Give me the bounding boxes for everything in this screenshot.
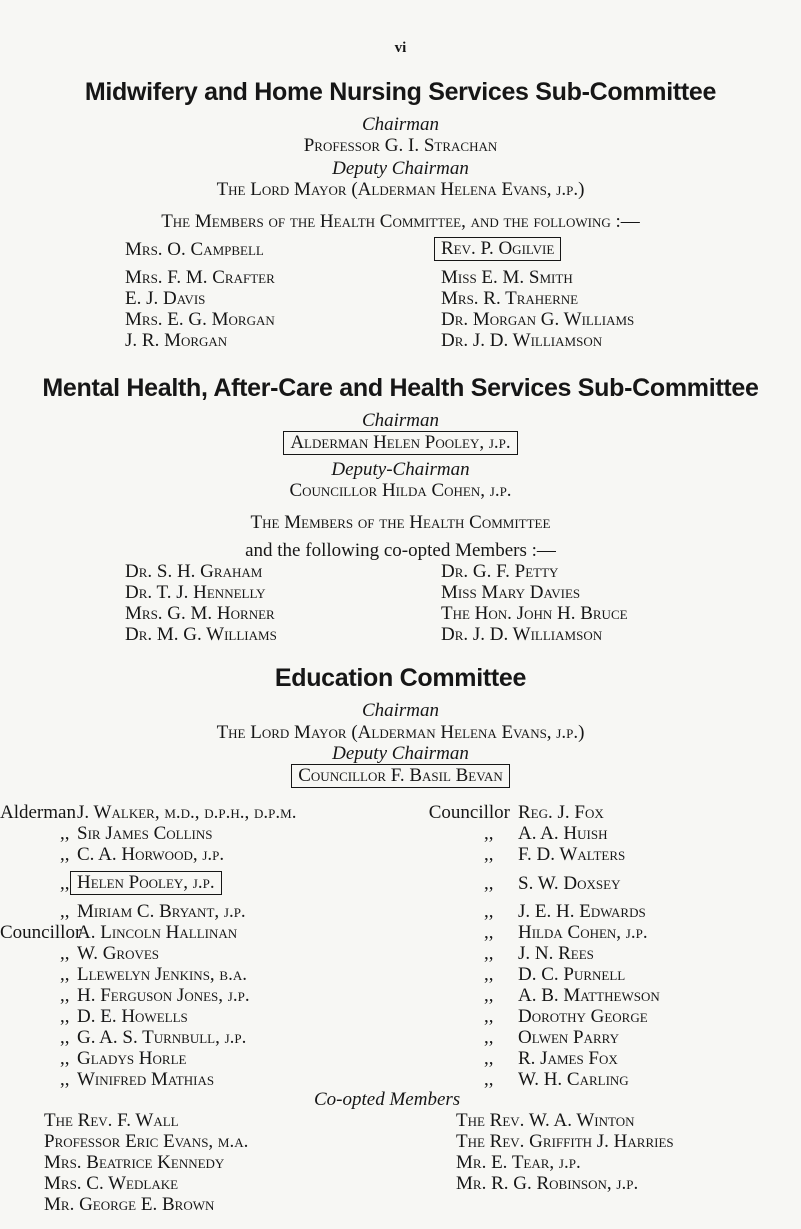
midwifery-member-right: Dr. Morgan G. Williams [441,309,635,330]
member-name: Olwen Parry [518,1027,620,1048]
member-name: Sir James Collins [77,823,213,844]
member-title: ,, [484,1048,494,1069]
midwifery-member-right: Miss E. M. Smith [441,267,573,288]
member-title: ,, [484,823,494,844]
education-chairman-label: Chairman [361,700,440,721]
midwifery-member-left: E. J. Davis [125,288,206,309]
coopted-member-left: Mrs. Beatrice Kennedy [44,1152,225,1173]
mental-health-member-right: Miss Mary Davies [441,582,581,603]
coopted-member-right: Mr. R. G. Robinson, j.p. [456,1173,639,1194]
member-name: A. Lincoln Hallinan [77,922,238,943]
member-title: ,, [60,1069,70,1090]
midwifery-member-right-boxed: Rev. P. Ogilvie [434,237,561,261]
member-name: S. W. Doxsey [518,873,621,894]
mental-health-member-right: Dr. J. D. Williamson [441,624,603,645]
member-title: ,, [484,901,494,922]
midwifery-chairman: Professor G. I. Strachan [303,135,498,156]
mental-health-member-left: Dr. M. G. Williams [125,624,277,645]
member-title: ,, [60,823,70,844]
member-name: Llewelyn Jenkins, b.a. [77,964,247,985]
mental-health-heading: Mental Health, After-Care and Health Services Sub-Committee [42,374,759,402]
member-name: W. Groves [77,943,160,964]
member-name-boxed: Helen Pooley, j.p. [70,871,222,895]
education-deputy-label: Deputy Chairman [332,743,469,764]
coopted-member-left: Mrs. C. Wedlake [44,1173,179,1194]
member-name: Winifred Mathias [77,1069,215,1090]
midwifery-member-left: J. R. Morgan [125,330,228,351]
member-name: Reg. J. Fox [518,802,604,823]
mental-health-member-left: Dr. S. H. Graham [125,561,263,582]
member-name: H. Ferguson Jones, j.p. [77,985,250,1006]
midwifery-member-left: Mrs. F. M. Crafter [125,267,275,288]
member-name: D. C. Purnell [518,964,626,985]
member-title: ,, [60,1006,70,1027]
member-name: C. A. Horwood, j.p. [77,844,225,865]
coopted-member-left: The Rev. F. Wall [44,1110,179,1131]
member-name: D. E. Howells [77,1006,188,1027]
member-title: ,, [60,1048,70,1069]
member-name: J. E. H. Edwards [518,901,646,922]
member-title: ,, [60,844,70,865]
midwifery-member-left: Mrs. E. G. Morgan [125,309,275,330]
member-title: ,, [60,1027,70,1048]
mental-health-member-right: Dr. G. F. Petty [441,561,559,582]
member-name: Hilda Cohen, j.p. [518,922,648,943]
coopted-member-right: The Rev. Griffith J. Harries [456,1131,674,1152]
coopted-label: Co-opted Members [314,1089,461,1110]
midwifery-intro: The Members of the Health Committee, and the following :— [161,211,640,232]
member-title: ,, [484,1006,494,1027]
member-name: A. B. Matthewson [518,985,660,1006]
member-name: Dorothy George [518,1006,648,1027]
member-title: ,, [484,873,494,894]
education-deputy: Councillor F. Basil Bevan [0,764,801,788]
coopted-member-right: The Rev. W. A. Winton [456,1110,635,1131]
member-name: W. H. Carling [518,1069,629,1090]
member-title: ,, [484,943,494,964]
midwifery-member-left: Mrs. O. Campbell [125,239,264,260]
member-title: ,, [60,964,70,985]
member-title: Councillor [0,922,82,943]
member-name: J. N. Rees [518,943,594,964]
member-title: Councillor [428,802,510,823]
mental-health-chairman-label: Chairman [361,410,440,431]
mental-health-member-left: Dr. T. J. Hennelly [125,582,266,603]
member-title: ,, [484,985,494,1006]
coopted-member-right: Mr. E. Tear, j.p. [456,1152,581,1173]
midwifery-deputy: The Lord Mayor (Alderman Helena Evans, j.p.) [216,179,585,200]
member-name: Gladys Horle [77,1048,187,1069]
coopted-member-left: Professor Eric Evans, m.a. [44,1131,249,1152]
member-title: ,, [484,922,494,943]
member-title: ,, [484,844,494,865]
coopted-member-left: Mr. George E. Brown [44,1194,215,1215]
midwifery-heading: Midwifery and Home Nursing Services Sub-Committee [84,78,717,106]
member-title: ,, [60,873,70,894]
mental-health-chairman: Alderman Helen Pooley, j.p. [0,431,801,455]
member-title: Alderman [0,802,76,823]
member-name: R. James Fox [518,1048,618,1069]
member-title: ,, [484,964,494,985]
mental-health-intro-2: and the following co-opted Members :— [245,540,556,561]
member-name: G. A. S. Turnbull, j.p. [77,1027,247,1048]
member-name: A. A. Huish [518,823,608,844]
mental-health-member-right: The Hon. John H. Bruce [441,603,628,624]
education-heading: Education Committee [274,664,527,692]
education-chairman: The Lord Mayor (Alderman Helena Evans, j.p.) [216,722,585,743]
member-name: Miriam C. Bryant, j.p. [77,901,246,922]
midwifery-member-right: Mrs. R. Traherne [441,288,579,309]
mental-health-member-left: Mrs. G. M. Horner [125,603,275,624]
mental-health-deputy-label: Deputy-Chairman [331,459,470,480]
member-title: ,, [60,943,70,964]
midwifery-member-right: Dr. J. D. Williamson [441,330,603,351]
mental-health-intro-1: The Members of the Health Committee [250,512,551,533]
member-name: J. Walker, m.d., d.p.h., d.p.m. [77,802,297,823]
member-title: ,, [60,985,70,1006]
member-name: F. D. Walters [518,844,626,865]
member-title: ,, [484,1069,494,1090]
member-title: ,, [484,1027,494,1048]
midwifery-chairman-label: Chairman [361,114,440,135]
page-number: vi [394,40,407,56]
midwifery-deputy-label: Deputy Chairman [332,158,469,179]
member-title: ,, [60,901,70,922]
mental-health-deputy: Councillor Hilda Cohen, j.p. [289,480,512,501]
